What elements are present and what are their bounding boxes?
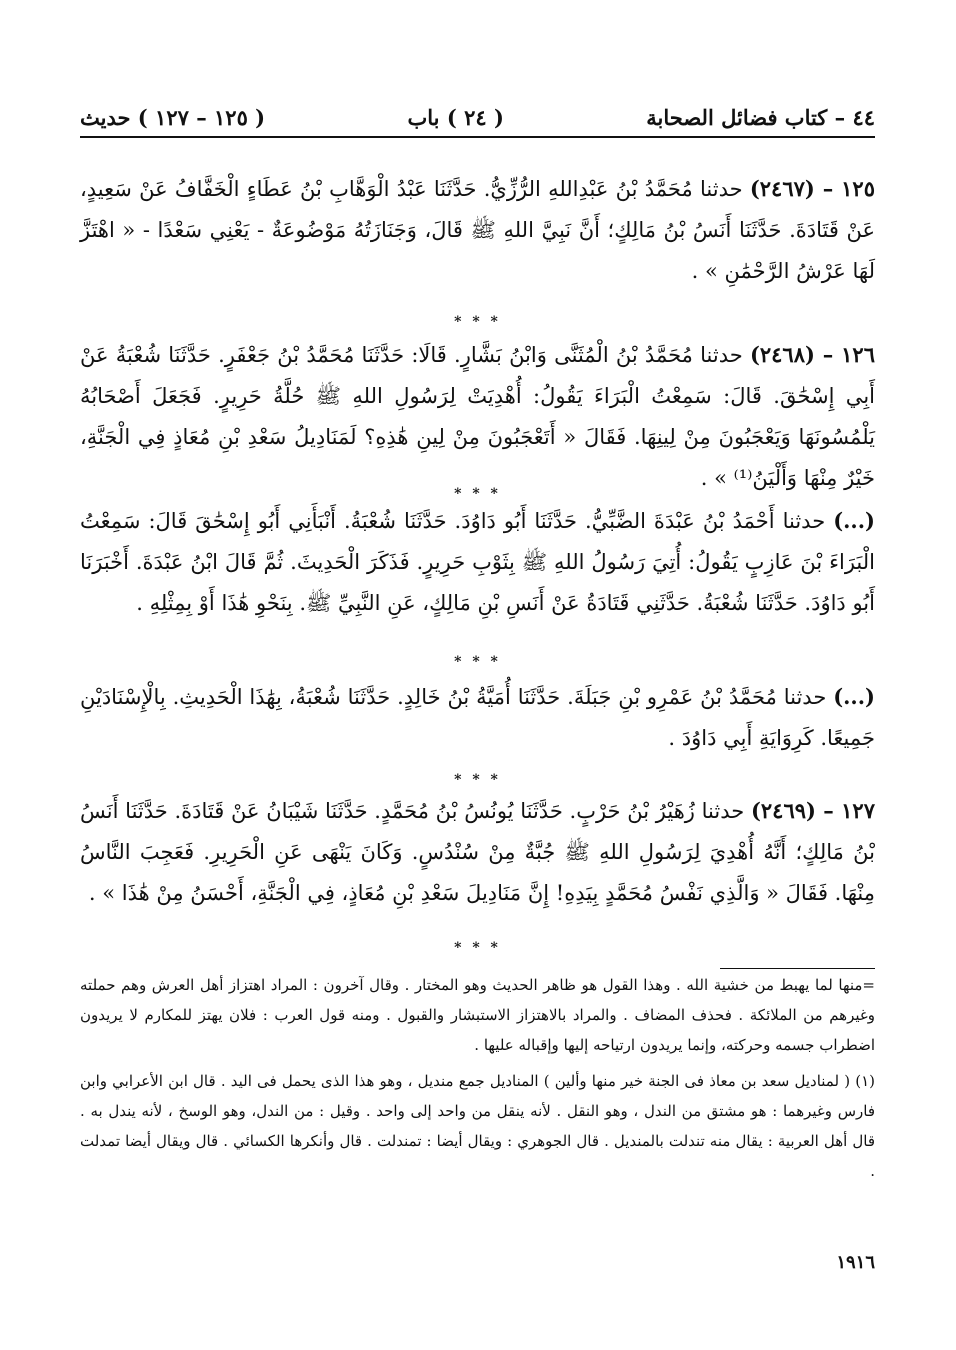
hadith-126 (80, 334, 875, 499)
footnote-rule (720, 968, 875, 969)
section-separator: * * * (454, 940, 501, 956)
hadith-text: حدثنا مُحَمَّدُ بْنُ عَبْدِاللهِ الرُّزِّيُّ. حَدَّثَنَا عَبْدُ الْوَهَّابِ بْنُ عَطَاءٍ الْخَفَّافُ عَنْ سَعِيدٍ، عَنْ قَتَادَةَ. حَدَّثَنَا أَنَسُ بْنُ مَالِكٍ؛ أَنَّ نَبِيَّ اللهِ ﷺ قَالَ، وَجَنَازَتُهُ مَوْضُوعَةٌ - يَعْنِي سَعْدًا - « اهْتَزَّ لَهَا عَرْشُ الرَّحْمَٰنِ » . (80, 177, 875, 283)
chapter-label: ( ٢٤ ) باب (407, 104, 504, 130)
header-rule (80, 136, 875, 138)
hadith-125 (80, 168, 875, 292)
page-number: ١٩١٦ (836, 1252, 875, 1273)
hadith-number: (...) (833, 508, 875, 533)
hadith-text: حدثنا مُحَمَّدُ بْنُ الْمُثَنَّى وَابْنُ بَشَّارٍ. قَالَا: حَدَّثَنَا مُحَمَّدُ بْنُ جَعْفَرٍ. حَدَّثَنَا شُعْبَةُ عَنْ أَبِي إِسْحَٰقَ. قَالَ: سَمِعْتُ الْبَرَاءَ يَقُولُ: أُهْدِيَتْ لِرَسُولِ اللهِ ﷺ حُلَّةُ حَرِيرٍ. فَجَعَلَ أَصْحَابُهُ يَلْمُسُونَهَا وَيَعْجَبُونَ مِنْ لِينِهَا. فَقَالَ « أَتَعْجَبُونَ مِنْ لِينِ هَٰذِهِ؟ لَمَنَادِيلُ سَعْدِ بْنِ مُعَاذٍ فِي الْجَنَّةِ، خَيْرٌ مِنْهَا وَأَلْيَنُ⁽¹⁾ » . (80, 343, 875, 490)
hadith-number: (...) (833, 684, 875, 709)
book-title: ٤٤ – كتاب فضائل الصحابة (646, 104, 875, 130)
section-separator: * * * (454, 654, 501, 670)
footnote-1: (١) ( لمناديل سعد بن معاذ فى الجنة خير منها وألين ) المناديل جمع منديل ، وهو هذا الذى يحمل فى اليد . قال ابن الأعرابي وابن فارس وغيرهما : هو مشتق من الندل ، وهو النقل . لأنه ينقل من واحد إلى واحد . وقيل : من الندل، وهو الوسخ ، لأنه يندل به . قال أهل العربية : يقال منه تندلت بالمنديل . قال الجوهري : ويقال أيضا : تمندلت . قال وأنكرها الكسائي . قال ويقال أيضا تمدلت . (80, 1072, 875, 1180)
section-separator: * * * (454, 772, 501, 788)
hadith-text: حدثنا أَحْمَدُ بْنُ عَبْدَةَ الضَّبِّيُّ. حَدَّثَنَا أَبُو دَاوُدَ. حَدَّثَنَا شُعْبَةُ. أَنْبَأَنِي أَبُو إِسْحَٰقَ قَالَ: سَمِعْتُ الْبَرَاءَ بْنَ عَازِبٍ يَقُولُ: أُتِيَ رَسُولُ اللهِ ﷺ بِثَوْبِ حَرِيرٍ. فَذَكَرَ الْحَدِيثَ. ثُمَّ قَالَ ابْنُ عَبْدَةَ. أَخْبَرَنَا أَبُو دَاوُدَ. حَدَّثَنَا شُعْبَةُ. حَدَّثَنِي قَتَادَةُ عَنْ أَنَسِ بْنِ مَالِكٍ، عَنِ النَّبِيِّ ﷺ. بِنَحْوِ هَٰذَا أَوْ بِمِثْلِهِ . (80, 509, 875, 615)
footnote-continuation: =منها لما يهبط من خشية الله . وهذا القول هو ظاهر الحديث وهو المختار . وقال آخرون : المراد اهتزاز أهل العرش وهم حملته وغيرهم من الملائكة . فحذف المضاف . والمراد بالاهتزاز الاستبشار والقبول . ومنه قول العرب : فلان يهتز للمكارم لا يريدون اضطراب جسمه وحركته، وإنما يريدون ارتياحه إليها وإقباله عليها . (80, 976, 875, 1054)
footnotes (80, 970, 875, 1186)
hadith-126-chain-2 (80, 676, 875, 759)
hadith-text: حدثنا مُحَمَّدُ بْنُ عَمْرِو بْنِ جَبَلَةَ. حَدَّثَنَا أُمَيَّةُ بْنُ خَالِدٍ. حَدَّثَنَا شُعْبَةُ، بِهَٰذَا الْحَدِيثِ. بِالْإِسْنَادَيْنِ جَمِيعًا. كَرِوَايَةِ أَبِي دَاوُدَ . (80, 685, 875, 750)
hadith-127 (80, 790, 875, 914)
hadith-number: ١٢٥ – (٢٤٦٧) (749, 176, 875, 201)
hadith-number: ١٢٦ – (٢٤٦٨) (749, 342, 875, 367)
hadith-126-chain-1 (80, 500, 875, 624)
hadith-range: ( ١٢٥ – ١٢٧ ) حديث (80, 104, 266, 130)
hadith-number: ١٢٧ – (٢٤٦٩) (750, 798, 875, 823)
running-header (80, 100, 875, 134)
section-separator: * * * (454, 314, 501, 330)
section-separator: * * * (454, 486, 501, 502)
hadith-text: حدثنا زُهَيْرُ بْنُ حَرْبٍ. حَدَّثَنَا يُونُسُ بْنُ مُحَمَّدٍ. حَدَّثَنَا شَيْبَانُ عَنْ قَتَادَةَ. حَدَّثَنَا أَنَسُ بْنُ مَالِكٍ؛ أَنَّهُ أُهْدِيَ لِرَسُولِ اللهِ ﷺ جُبَّةٌ مِنْ سُنْدُسٍ. وَكَانَ يَنْهَى عَنِ الْحَرِيرِ. فَعَجِبَ النَّاسُ مِنْهَا. فَقَالَ « وَالَّذِي نَفْسُ مُحَمَّدٍ بِيَدِهِ! إِنَّ مَنَادِيلَ سَعْدِ بْنِ مُعَاذٍ، فِي الْجَنَّةِ، أَحْسَنُ مِنْ هَٰذَا » . (80, 799, 875, 905)
